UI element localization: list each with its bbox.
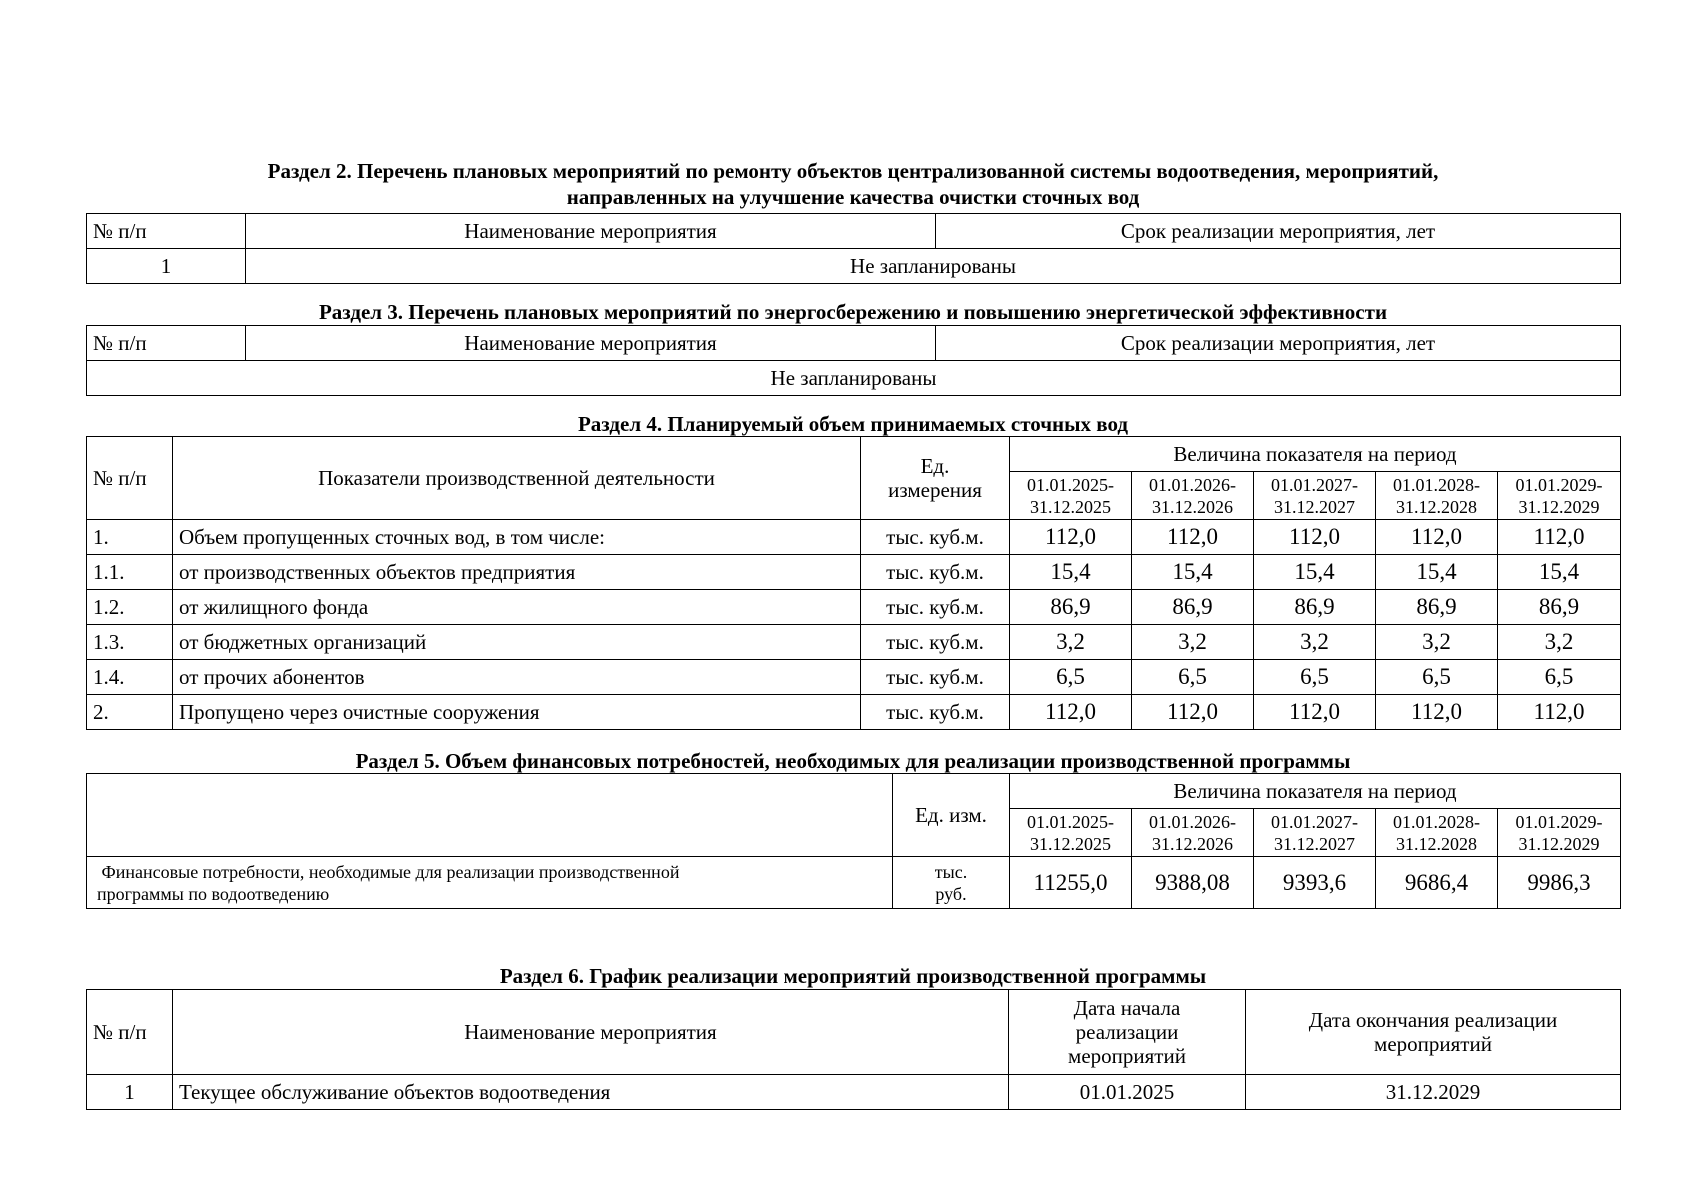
section5-value-2029: 9986,3 — [1498, 857, 1621, 909]
section3-header-term: Срок реализации мероприятия, лет — [936, 326, 1621, 361]
row-unit: тыс. куб.м. — [861, 660, 1010, 695]
section4-header-num: № п/п — [87, 437, 173, 520]
row-unit: тыс. куб.м. — [861, 625, 1010, 660]
period-from: 01.01.2025- — [1027, 474, 1114, 495]
section5-header-period: Величина показателя на период — [1010, 774, 1621, 809]
row-value: 86,9 — [1132, 590, 1254, 625]
section2-title — [86, 158, 1620, 210]
period-to: 31.12.2029 — [1518, 833, 1600, 854]
row-num: 2. — [87, 695, 173, 730]
row-value: 112,0 — [1010, 520, 1132, 555]
section4-period-2025 — [1010, 472, 1132, 520]
header-end-line1: Дата окончания реализации — [1308, 1008, 1558, 1032]
row-value: 6,5 — [1010, 660, 1132, 695]
period-from: 01.01.2026- — [1149, 474, 1236, 495]
row-unit-line2: руб. — [935, 883, 967, 904]
section6-header-start — [1009, 990, 1246, 1075]
table-row — [87, 520, 1621, 555]
header-start-line2: реализации — [1075, 1020, 1179, 1044]
section4-title: Раздел 4. Планируемый объем принимаемых сточных вод — [577, 412, 1129, 436]
section5-table — [86, 773, 1621, 909]
row-value: 3,2 — [1010, 625, 1132, 660]
row-name: от производственных объектов предприятия — [173, 555, 861, 590]
header-end-line2: мероприятий — [1374, 1032, 1492, 1056]
row-value: 112,0 — [1376, 695, 1498, 730]
section4-table — [86, 436, 1621, 730]
period-to: 31.12.2025 — [1030, 833, 1111, 854]
section4-body — [87, 520, 1621, 730]
row-num: 1. — [87, 520, 173, 555]
table-row — [87, 660, 1621, 695]
row-unit: тыс. куб.м. — [861, 590, 1010, 625]
row-value: 112,0 — [1254, 520, 1376, 555]
row-value: 15,4 — [1132, 555, 1254, 590]
row-name-line1: Финансовые потребности, необходимые для реализации производственной — [97, 861, 680, 882]
section6-row-num: 1 — [87, 1075, 173, 1110]
section4-header-unit-line1: Ед. — [920, 454, 950, 478]
section6-row-name: Текущее обслуживание объектов водоотведения — [173, 1075, 1009, 1110]
row-value: 3,2 — [1376, 625, 1498, 660]
section5-row-unit — [893, 857, 1010, 909]
section2-header-term: Срок реализации мероприятия, лет — [936, 214, 1621, 249]
header-start-line3: мероприятий — [1068, 1044, 1186, 1068]
section5-value-2027: 9393,6 — [1254, 857, 1376, 909]
section4-period-2027 — [1254, 472, 1376, 520]
row-value: 3,2 — [1254, 625, 1376, 660]
section2-header-num: № п/п — [87, 214, 246, 249]
row-value: 15,4 — [1254, 555, 1376, 590]
row-value: 112,0 — [1498, 695, 1621, 730]
row-value: 86,9 — [1254, 590, 1376, 625]
period-from: 01.01.2029- — [1515, 474, 1603, 495]
row-value: 112,0 — [1498, 520, 1621, 555]
section5-value-2026: 9388,08 — [1132, 857, 1254, 909]
row-name: Пропущено через очистные сооружения — [173, 695, 861, 730]
row-name-line2: программы по водоотведению — [97, 883, 330, 904]
period-from: 01.01.2027- — [1271, 811, 1358, 832]
section5-header-unit: Ед. изм. — [893, 774, 1010, 857]
row-value: 15,4 — [1498, 555, 1621, 590]
period-from: 01.01.2029- — [1515, 811, 1603, 832]
row-value: 3,2 — [1132, 625, 1254, 660]
section3-header-num: № п/п — [87, 326, 246, 361]
row-value: 3,2 — [1498, 625, 1621, 660]
section4-period-2029 — [1498, 472, 1621, 520]
section4-header-indicator: Показатели производственной деятельности — [173, 437, 861, 520]
row-value: 112,0 — [1132, 520, 1254, 555]
section6-row-end: 31.12.2029 — [1246, 1075, 1621, 1110]
row-num: 1.2. — [87, 590, 173, 625]
row-value: 6,5 — [1132, 660, 1254, 695]
section6-header-name: Наименование мероприятия — [173, 990, 1009, 1075]
period-from: 01.01.2028- — [1393, 474, 1480, 495]
section4-header-unit — [861, 437, 1010, 520]
section5-period-2026 — [1132, 809, 1254, 857]
section4-period-2026 — [1132, 472, 1254, 520]
period-from: 01.01.2027- — [1271, 474, 1358, 495]
period-to: 31.12.2027 — [1274, 496, 1355, 517]
section4-header-period: Величина показателя на период — [1010, 437, 1621, 472]
row-unit: тыс. куб.м. — [861, 520, 1010, 555]
section4-period-2028 — [1376, 472, 1498, 520]
row-unit-line1: тыс. — [934, 861, 968, 882]
row-name: от прочих абонентов — [173, 660, 861, 695]
section5-header-blank — [87, 774, 893, 857]
section2-header-name: Наименование мероприятия — [246, 214, 936, 249]
row-value: 86,9 — [1498, 590, 1621, 625]
table-row — [87, 555, 1621, 590]
section2-row-num: 1 — [87, 249, 246, 284]
section3-header-name: Наименование мероприятия — [246, 326, 936, 361]
period-to: 31.12.2028 — [1396, 496, 1477, 517]
section2-title-line1: Раздел 2. Перечень плановых мероприятий по ремонту объектов централизованной системы водоотведения, мероприятий, — [267, 159, 1439, 183]
section2-table — [86, 213, 1621, 284]
section5-value-2028: 9686,4 — [1376, 857, 1498, 909]
row-value: 6,5 — [1498, 660, 1621, 695]
section5-period-2025 — [1010, 809, 1132, 857]
row-value: 112,0 — [1376, 520, 1498, 555]
row-value: 86,9 — [1010, 590, 1132, 625]
period-to: 31.12.2026 — [1152, 833, 1233, 854]
period-from: 01.01.2028- — [1393, 811, 1480, 832]
period-to: 31.12.2029 — [1518, 496, 1600, 517]
row-value: 6,5 — [1254, 660, 1376, 695]
table-row — [87, 590, 1621, 625]
row-num: 1.1. — [87, 555, 173, 590]
row-num: 1.4. — [87, 660, 173, 695]
section5-value-2025: 11255,0 — [1010, 857, 1132, 909]
period-from: 01.01.2026- — [1149, 811, 1236, 832]
section3-row-text: Не запланированы — [87, 361, 1621, 396]
section5-period-2028 — [1376, 809, 1498, 857]
header-start-line1: Дата начала — [1073, 996, 1181, 1020]
section5-period-2027 — [1254, 809, 1376, 857]
row-value: 112,0 — [1010, 695, 1132, 730]
row-num: 1.3. — [87, 625, 173, 660]
period-to: 31.12.2026 — [1152, 496, 1233, 517]
section2-title-line2: направленных на улучшение качества очистки сточных вод — [566, 185, 1140, 209]
section3-title: Раздел 3. Перечень плановых мероприятий по энергосбережению и повышению энергетической эффективности — [318, 300, 1388, 324]
row-value: 112,0 — [1132, 695, 1254, 730]
section5-period-2029 — [1498, 809, 1621, 857]
section4-header-unit-line2: измерения — [888, 478, 982, 502]
row-name: от жилищного фонда — [173, 590, 861, 625]
row-unit: тыс. куб.м. — [861, 555, 1010, 590]
section6-table — [86, 989, 1621, 1110]
period-to: 31.12.2027 — [1274, 833, 1355, 854]
row-value: 6,5 — [1376, 660, 1498, 695]
period-to: 31.12.2028 — [1396, 833, 1477, 854]
row-value: 112,0 — [1254, 695, 1376, 730]
section3-table — [86, 325, 1621, 396]
row-value: 86,9 — [1376, 590, 1498, 625]
section5-row-name — [87, 857, 893, 909]
section6-title: Раздел 6. График реализации мероприятий производственной программы — [499, 964, 1207, 988]
table-row — [87, 695, 1621, 730]
table-row — [87, 625, 1621, 660]
period-from: 01.01.2025- — [1027, 811, 1114, 832]
row-value: 15,4 — [1010, 555, 1132, 590]
section6-header-end — [1246, 990, 1621, 1075]
section6-row-start: 01.01.2025 — [1009, 1075, 1246, 1110]
row-value: 15,4 — [1376, 555, 1498, 590]
row-name: Объем пропущенных сточных вод, в том числе: — [173, 520, 861, 555]
period-to: 31.12.2025 — [1030, 496, 1111, 517]
section5-title: Раздел 5. Объем финансовых потребностей, необходимых для реализации производственной программы — [355, 749, 1351, 773]
row-unit: тыс. куб.м. — [861, 695, 1010, 730]
section6-header-num: № п/п — [87, 990, 173, 1075]
row-name: от бюджетных организаций — [173, 625, 861, 660]
section2-row-text: Не запланированы — [246, 249, 1621, 284]
